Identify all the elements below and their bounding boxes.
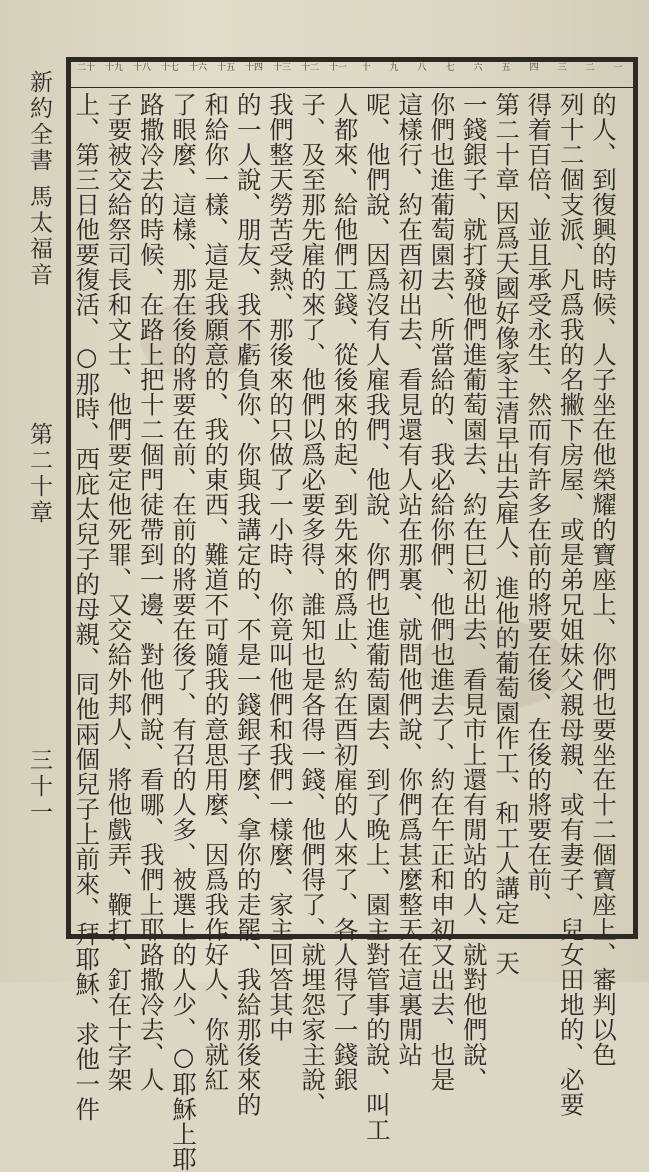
column-number: 十 [361, 63, 371, 73]
column-number-divider [70, 87, 634, 88]
column-number: 十三 [272, 63, 291, 73]
column-number: 三 [557, 63, 567, 73]
text-column: 呢、他們說、因爲沒有人雇我們、他說、你們也進葡萄園去、到了晚上、園主對管事的說、叫工 [362, 92, 392, 1142]
column-number: 六 [473, 63, 483, 73]
text-column: 了眼麼、這樣、那在後的將要在前、在前的將要在後了、有召的人多、被選上的人少、○耶穌上耶 [169, 92, 199, 1172]
text-column: 這樣行、約在酉初出去、看見還有人站在那裏、就問他們說、你們爲甚麼整天在這裏閒站 [395, 92, 425, 1067]
column-number: 二十 [76, 63, 95, 73]
column-number: 十七 [160, 63, 179, 73]
text-column: 路撒冷去的時候、在路上把十二個門徒帶到一邊、對他們說、看哪、我們上耶路撒冷去、人 [136, 92, 166, 1092]
column-number: 十六 [188, 63, 207, 73]
column-number: 八 [417, 63, 427, 73]
text-column: 人都來、給他們工錢、從後來的起、到先來的爲止、約在酉初雇的人來了、各人得了一錢銀 [330, 92, 360, 1092]
column-number: 七 [445, 63, 455, 73]
text-column: 我們整天勞苦受熱、那後來的只做了一小時、你竟叫他們和我們一樣麼、家主回答其中 [266, 92, 295, 1042]
text-column: 第二十章 因爲天國好像家主清早出去雇人、進他的葡萄園作工、和工人講定一天 [492, 92, 522, 976]
text-column: 子要被交給祭司長和文士、他們要定他死罪、又交給外邦人、將他戲弄、鞭打、釘在十字架 [104, 92, 134, 1092]
text-column: 上、第三日他要復活、○那時、西庇太兒子的母親、同他兩個兒子上前來、拜耶穌、求他一件 [72, 92, 102, 1122]
text-column: 你們也進葡萄園去、所當給的、我必給你們、他們也進去了、約在午正和申初又出去、也是 [427, 92, 457, 1092]
column-number: 十五 [216, 63, 235, 73]
text-column: 一錢銀子、就打發他們進葡萄園去、約在巳初出去、看見市上還有閒站的人、就對他們說、 [459, 92, 489, 1092]
text-column: 得着百倍、並且承受永生、然而有許多在前的將要在後、在後的將要在前、 [524, 92, 554, 917]
page-number: 三十一 [26, 748, 52, 826]
column-number: 十二 [300, 63, 319, 73]
text-column: 的人、到復興的時候、人子坐在他榮耀的寶座上、你們也要坐在十二個寶座上、審判以色 [589, 92, 618, 1067]
column-number: 二 [585, 63, 595, 73]
text-column: 子、及至那先雇的來了、他們以爲必要多得、誰知也是各得一錢、他們得了、就埋怨家主說、 [298, 92, 328, 1117]
column-number: 十一 [328, 63, 347, 73]
column-number: 一 [613, 63, 623, 73]
column-number: 四 [529, 63, 539, 73]
text-column: 和給你一樣、這是我願意的、我的東西、難道不可隨我的意思用麼、因爲我作好人、你就紅 [201, 92, 231, 1092]
column-number: 五 [501, 63, 511, 73]
book-title: 新約全書 馬太福音 [26, 70, 52, 289]
column-number: 十八 [132, 63, 151, 73]
text-column: 列十二個支派、凡爲我的名撇下房屋、或是弟兄姐妹父親母親、或有妻子、兒女田地的、必要 [556, 92, 586, 1117]
column-number: 十四 [244, 63, 263, 73]
column-number: 九 [389, 63, 399, 73]
text-column: 的一人說、朋友、我不虧負你、你與我講定的、不是一錢銀子麼、拿你的走罷、我給那後來的 [233, 92, 263, 1117]
column-number: 十九 [104, 63, 123, 73]
running-chapter: 第二十章 [26, 422, 52, 526]
